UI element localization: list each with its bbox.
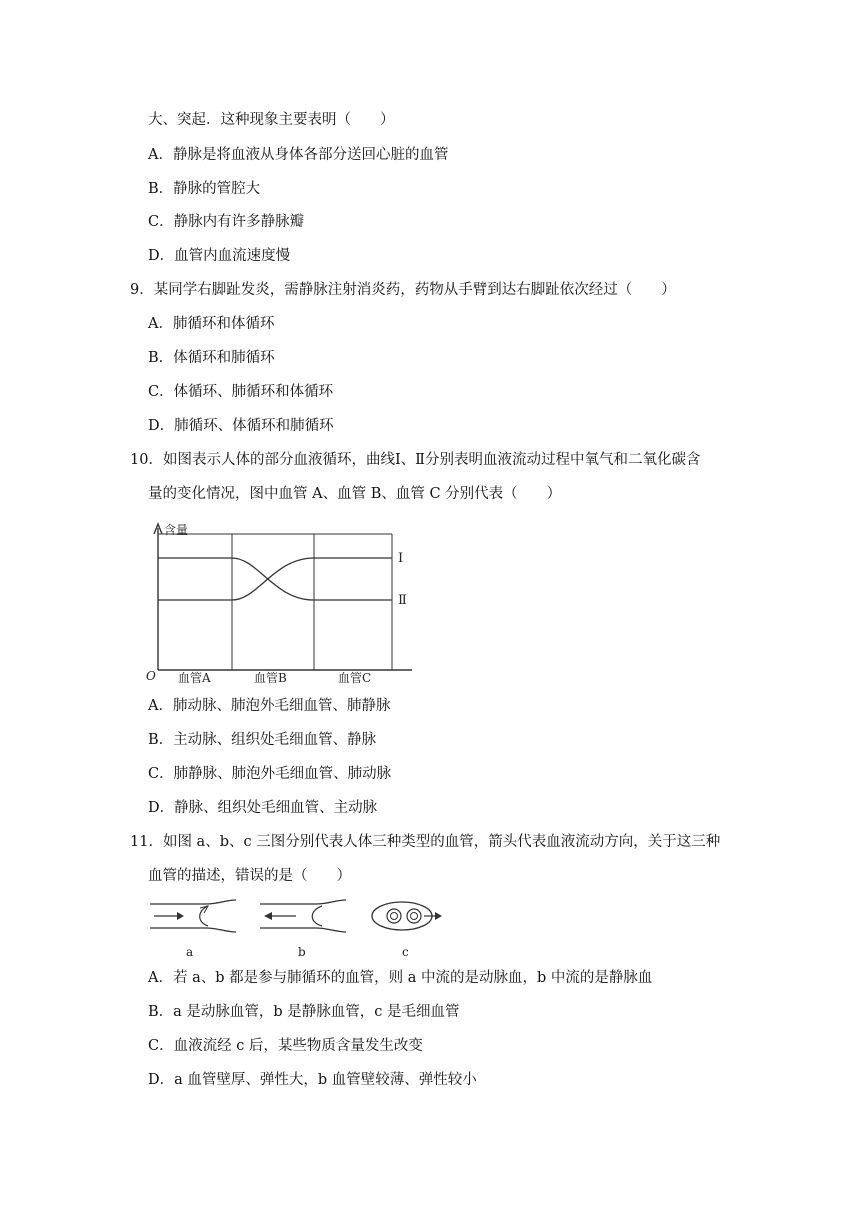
q11-label-a: a [186, 945, 194, 959]
q10-origin-label: O [146, 669, 156, 683]
q9-stem: 9．某同学右脚趾发炎，需静脉注射消炎药，药物从手臂到达右脚趾依次经过（ ） [130, 282, 676, 298]
q11-vessel-a [150, 900, 236, 932]
q11-figure-vessels [146, 896, 446, 962]
q10-curve-label-1: Ⅰ [398, 551, 404, 566]
q9-option-a: A．肺循环和体循环 [148, 316, 275, 332]
q10-x-label-a: 血管A [178, 671, 211, 685]
q11-option-a: A．若 a、b 都是参与肺循环的血管，则 a 中流的是动脉血，b 中流的是静脉血 [148, 970, 653, 986]
q10-option-b: B．主动脉、组织处毛细血管、静脉 [148, 732, 377, 748]
q10-x-label-b: 血管B [254, 671, 287, 685]
q11-label-c: c [402, 945, 409, 959]
q11-option-d: D．a 血管壁厚、弹性大，b 血管壁较薄、弹性较小 [148, 1072, 477, 1088]
q10-curve-label-2: Ⅱ [398, 593, 407, 608]
q11-stem-line2: 血管的描述，错误的是（ ） [148, 868, 351, 884]
q9-option-d: D．肺循环、体循环和肺循环 [148, 418, 334, 434]
q11-vessel-b [260, 900, 346, 932]
q8-option-d: D．血管内血流速度慢 [148, 248, 291, 264]
q10-option-a: A．肺动脉、肺泡外毛细血管、肺静脉 [148, 698, 391, 714]
q11-label-b: b [298, 945, 306, 959]
q8-option-a: A．静脉是将血液从身体各部分送回心脏的血管 [148, 147, 449, 163]
q10-x-label-c: 血管C [338, 671, 372, 685]
q10-curve-1 [158, 558, 392, 600]
q9-option-b: B．体循环和肺循环 [148, 350, 275, 366]
q10-y-label: 含量 [164, 523, 189, 537]
q11-vessel-c [372, 902, 442, 930]
q10-stem-line2: 量的变化情况，图中血管 A、血管 B、血管 C 分别代表（ ） [148, 486, 562, 502]
q10-stem-line1: 10．如图表示人体的部分血液循环，曲线Ⅰ、Ⅱ分别表明血液流动过程中氧气和二氧化碳含 [130, 452, 701, 468]
q11-option-c: C．血液流经 c 后，某些物质含量发生改变 [148, 1038, 423, 1054]
q8-option-b: B．静脉的管腔大 [148, 181, 261, 197]
q10-figure-blood-gas-chart [140, 520, 420, 685]
q8-stem-tail: 大、突起．这种现象主要表明（ ） [148, 112, 395, 128]
q10-option-c: C．肺静脉、肺泡外毛细血管、肺动脉 [148, 766, 392, 782]
q10-curve-2 [158, 558, 392, 600]
q9-option-c: C．体循环、肺循环和体循环 [148, 384, 334, 400]
q11-option-b: B．a 是动脉血管，b 是静脉血管，c 是毛细血管 [148, 1004, 460, 1020]
q8-option-c: C．静脉内有许多静脉瓣 [148, 214, 305, 230]
q10-option-d: D．静脉、组织处毛细血管、主动脉 [148, 800, 378, 816]
q11-stem-line1: 11．如图 a、b、c 三图分别代表人体三种类型的血管，箭头代表血液流动方向，关于这三种 [130, 834, 721, 850]
